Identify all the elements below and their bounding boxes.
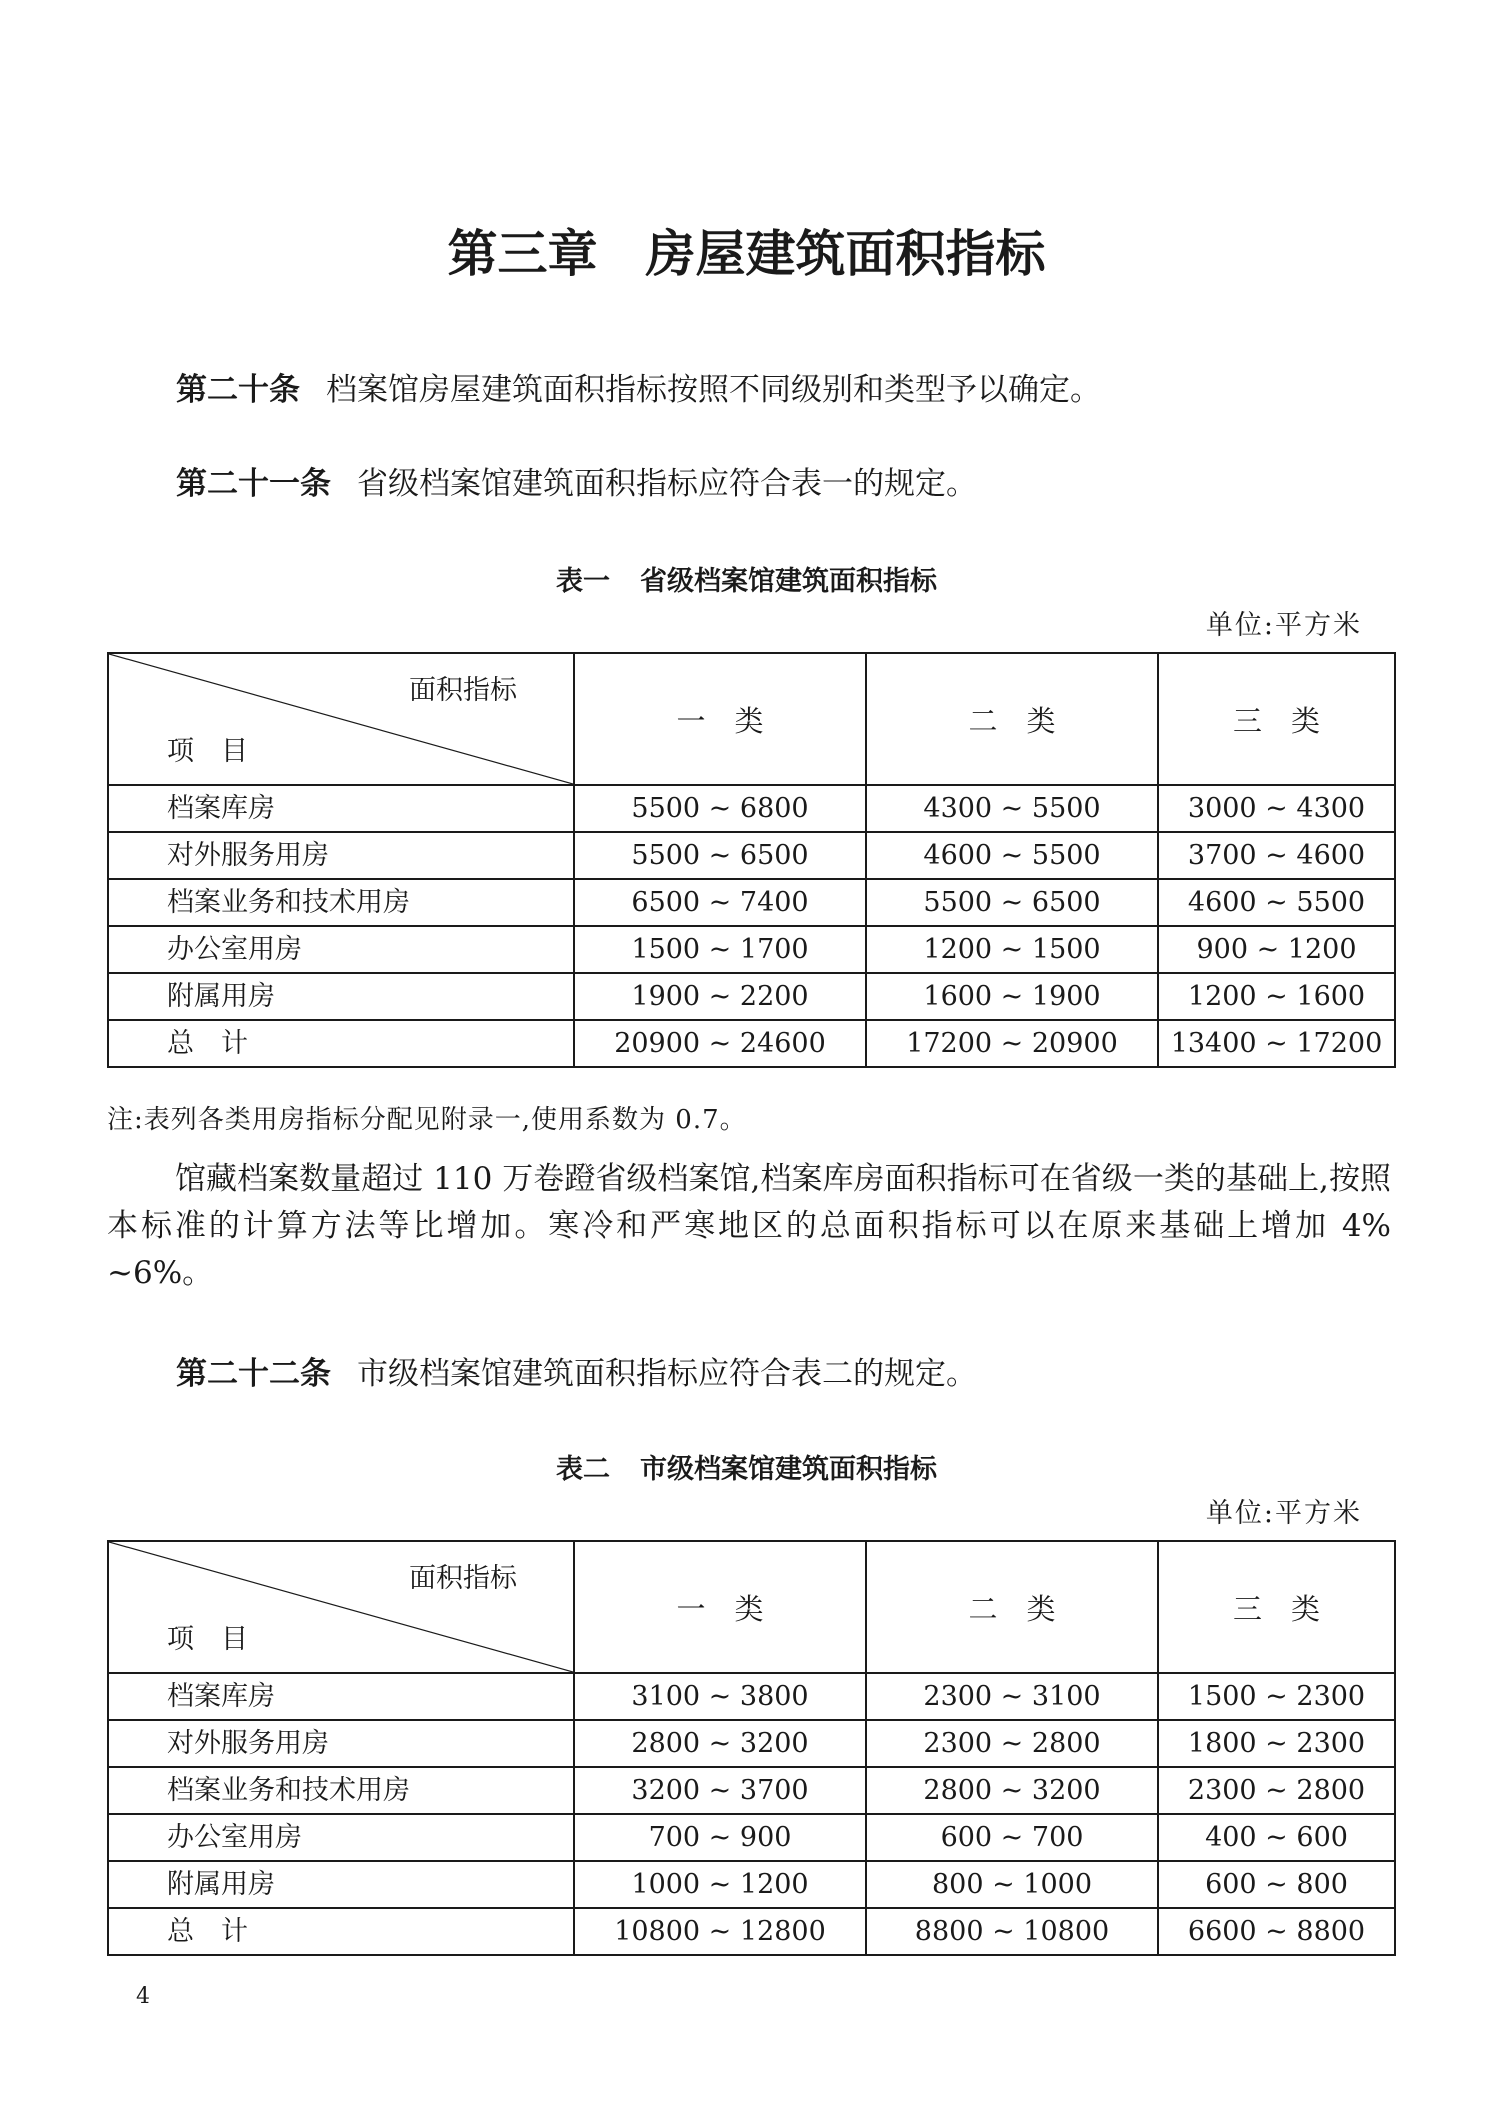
cell-value: 1500 ~ 1700 <box>574 926 866 973</box>
header-item-label: 项 目 <box>167 736 248 767</box>
cell-value: 3100 ~ 3800 <box>574 1673 866 1720</box>
table1-caption-number: 表一 <box>556 566 610 597</box>
cell-value: 900 ~ 1200 <box>1158 926 1395 973</box>
cell-value: 5500 ~ 6800 <box>574 785 866 832</box>
table2-unit: 单位:平方米 <box>1205 1498 1362 1529</box>
cell-value: 6500 ~ 7400 <box>574 879 866 926</box>
cell-value: 400 ~ 600 <box>1158 1814 1395 1861</box>
cell-value: 17200 ~ 20900 <box>866 1020 1158 1067</box>
table-row <box>108 973 1395 1020</box>
cell-value: 1500 ~ 2300 <box>1158 1673 1395 1720</box>
cell-value: 3200 ~ 3700 <box>574 1767 866 1814</box>
article-number: 第二十条 <box>176 372 300 408</box>
cell-value: 4600 ~ 5500 <box>1158 879 1395 926</box>
row-item: 附属用房 <box>108 973 574 1020</box>
cell-value: 13400 ~ 17200 <box>1158 1020 1395 1067</box>
column-header-cat3: 三 类 <box>1158 1541 1395 1673</box>
chapter-name: 房屋建筑面积指标 <box>645 225 1046 283</box>
cell-value: 3700 ~ 4600 <box>1158 832 1395 879</box>
cell-value: 3000 ~ 4300 <box>1158 785 1395 832</box>
cell-value: 600 ~ 700 <box>866 1814 1158 1861</box>
table-row <box>108 879 1395 926</box>
table-row <box>108 832 1395 879</box>
page-number: 4 <box>136 1984 150 2009</box>
table1 <box>107 652 1396 1068</box>
table-row <box>108 1673 1395 1720</box>
header-metric-label: 面积指标 <box>409 1563 517 1594</box>
cell-value: 4600 ~ 5500 <box>866 832 1158 879</box>
article-21 <box>176 462 1396 506</box>
column-header-cat1: 一 类 <box>574 653 866 785</box>
cell-value: 800 ~ 1000 <box>866 1861 1158 1908</box>
table2-caption-title: 市级档案馆建筑面积指标 <box>640 1454 937 1485</box>
cell-value: 1000 ~ 1200 <box>574 1861 866 1908</box>
table-header-row <box>108 1541 1395 1673</box>
chapter-title <box>0 222 1493 286</box>
chapter-number: 第三章 <box>447 225 598 283</box>
row-item: 档案业务和技术用房 <box>108 1767 574 1814</box>
header-metric-label: 面积指标 <box>409 675 517 706</box>
article-number: 第二十二条 <box>176 1356 331 1392</box>
cell-value: 2300 ~ 2800 <box>1158 1767 1395 1814</box>
row-item: 对外服务用房 <box>108 832 574 879</box>
cell-value: 600 ~ 800 <box>1158 1861 1395 1908</box>
table-corner-cell <box>108 653 574 785</box>
table-row-total <box>108 1908 1395 1955</box>
table-row <box>108 785 1395 832</box>
article-text: 市级档案馆建筑面积指标应符合表二的规定。 <box>357 1356 977 1392</box>
table1-note: 注:表列各类用房指标分配见附录一,使用系数为 0.7。 <box>107 1105 747 1135</box>
cell-value: 2800 ~ 3200 <box>866 1767 1158 1814</box>
cell-value: 20900 ~ 24600 <box>574 1020 866 1067</box>
row-item: 总 计 <box>108 1908 574 1955</box>
cell-value: 1200 ~ 1600 <box>1158 973 1395 1020</box>
article-text: 省级档案馆建筑面积指标应符合表一的规定。 <box>357 466 977 502</box>
row-item: 档案库房 <box>108 785 574 832</box>
table-header-row <box>108 653 1395 785</box>
cell-value: 1200 ~ 1500 <box>866 926 1158 973</box>
article-20 <box>176 368 1396 412</box>
body-paragraph: 馆藏档案数量超过 110 万卷蹬省级档案馆,档案库房面积指标可在省级一类的基础上,按照本标准的计算方法等比增加。寒冷和严寒地区的总面积指标可以在原来基础上增加 4% ~6%。 <box>107 1161 1391 1291</box>
row-item: 附属用房 <box>108 1861 574 1908</box>
cell-value: 700 ~ 900 <box>574 1814 866 1861</box>
cell-value: 2800 ~ 3200 <box>574 1720 866 1767</box>
article-22 <box>176 1352 1396 1396</box>
table1-unit: 单位:平方米 <box>1205 610 1362 641</box>
article-number: 第二十一条 <box>176 466 331 502</box>
article-text: 档案馆房屋建筑面积指标按照不同级别和类型予以确定。 <box>326 372 1101 408</box>
row-item: 办公室用房 <box>108 926 574 973</box>
column-header-cat2: 二 类 <box>866 653 1158 785</box>
cell-value: 1600 ~ 1900 <box>866 973 1158 1020</box>
cell-value: 5500 ~ 6500 <box>866 879 1158 926</box>
cell-value: 8800 ~ 10800 <box>866 1908 1158 1955</box>
table-row <box>108 1814 1395 1861</box>
table-row-total <box>108 1020 1395 1067</box>
table2 <box>107 1540 1396 1956</box>
table1-caption-title: 省级档案馆建筑面积指标 <box>640 566 937 597</box>
cell-value: 4300 ~ 5500 <box>866 785 1158 832</box>
table-row <box>108 1720 1395 1767</box>
cell-value: 6600 ~ 8800 <box>1158 1908 1395 1955</box>
table-row <box>108 1767 1395 1814</box>
column-header-cat1: 一 类 <box>574 1541 866 1673</box>
table2-caption-number: 表二 <box>556 1454 610 1485</box>
table-row <box>108 926 1395 973</box>
row-item: 对外服务用房 <box>108 1720 574 1767</box>
cell-value: 5500 ~ 6500 <box>574 832 866 879</box>
table-corner-cell <box>108 1541 574 1673</box>
header-item-label: 项 目 <box>167 1624 248 1655</box>
row-item: 档案库房 <box>108 1673 574 1720</box>
cell-value: 2300 ~ 2800 <box>866 1720 1158 1767</box>
cell-value: 1900 ~ 2200 <box>574 973 866 1020</box>
row-item: 总 计 <box>108 1020 574 1067</box>
cell-value: 10800 ~ 12800 <box>574 1908 866 1955</box>
column-header-cat2: 二 类 <box>866 1541 1158 1673</box>
table1-caption <box>0 564 1493 600</box>
table2-caption <box>0 1452 1493 1488</box>
row-item: 办公室用房 <box>108 1814 574 1861</box>
row-item: 档案业务和技术用房 <box>108 879 574 926</box>
cell-value: 2300 ~ 3100 <box>866 1673 1158 1720</box>
cell-value: 1800 ~ 2300 <box>1158 1720 1395 1767</box>
column-header-cat3: 三 类 <box>1158 653 1395 785</box>
table-row <box>108 1861 1395 1908</box>
